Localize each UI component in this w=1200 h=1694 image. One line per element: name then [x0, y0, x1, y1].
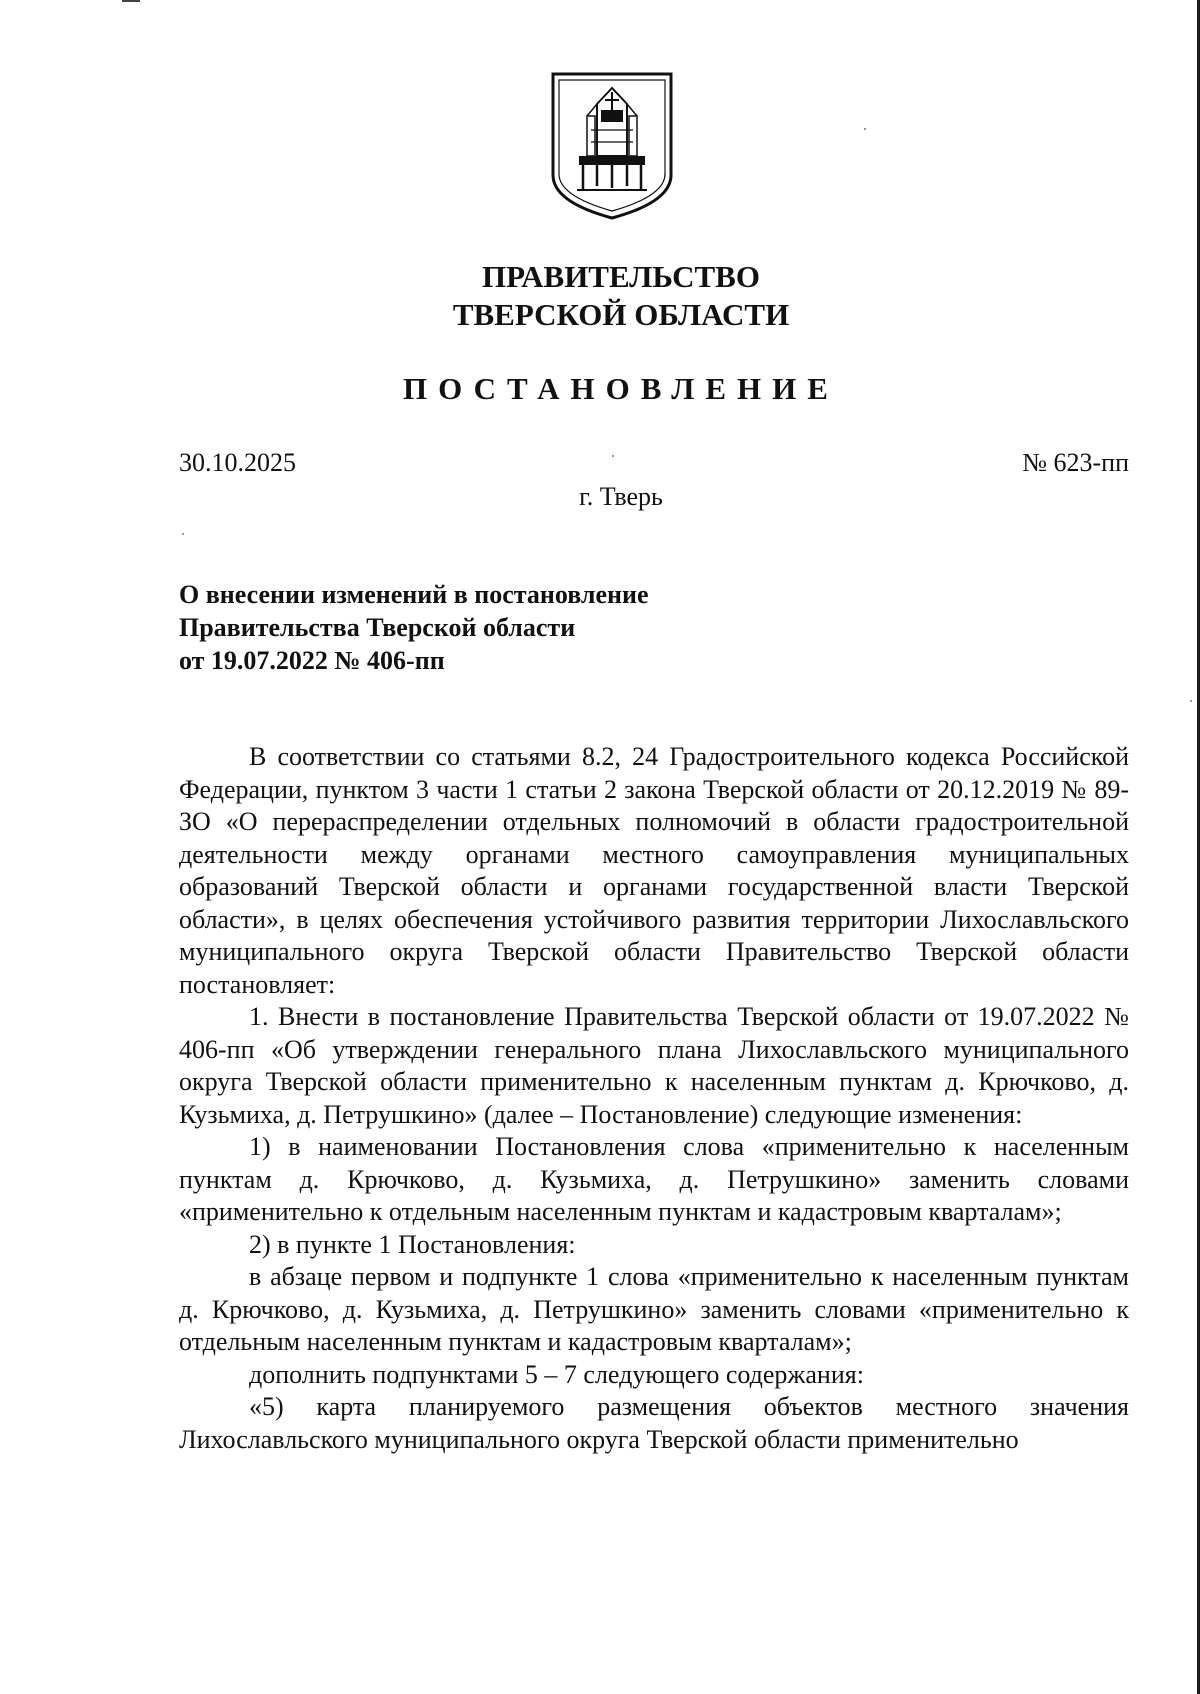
document-body [179, 741, 1129, 1456]
scan-speck [864, 128, 866, 130]
document-number: № 623-пп [1022, 448, 1129, 477]
scan-speck [182, 533, 184, 535]
body-paragraph: 1) в наименовании Постановления слова «применительно к населенным пунктам д. Крючково, д. Кузьмиха, д. Петрушкино» заменить словами «применительно к отдельным населенным пунктам и кадастровым кварталам»; [179, 1132, 1129, 1226]
body-paragraph: «5) карта планируемого размещения объектов местного значения Лихославльского муниципального округа Тверской области применительно [179, 1392, 1129, 1454]
body-paragraph: дополнить подпунктами 5 – 7 следующего содержания: [249, 1359, 864, 1389]
document-date: 30.10.2025 [179, 448, 296, 477]
scan-speck [1190, 700, 1192, 702]
subject-line: О внесении изменений в постановление [179, 580, 649, 609]
document-city: г. Тверь [579, 482, 663, 511]
body-paragraph: 1. Внести в постановление Правительства Тверской области от 19.07.2022 № 406-пп «Об утверждении генерального плана Лихославльского муниципального округа Тверской области применительно к населенным пунктам д. Крючково, д. Кузьмиха, д. Петрушкино» (далее – Постановление) следующие изменения: [179, 1002, 1129, 1129]
government-name-line2: ТВЕРСКОЙ ОБЛАСТИ [452, 297, 790, 332]
document-subject [179, 578, 649, 677]
coat-of-arms-icon [549, 70, 675, 222]
body-paragraph: в абзаце первом и подпункте 1 слова «применительно к населенным пунктам д. Крючково, д. Кузьмиха, д. Петрушкино» заменить словами «применительно к отдельным населенным пунктам и кадастровым кварталам»; [179, 1262, 1129, 1356]
body-paragraph: В соответствии со статьями 8.2, 24 Градостроительного кодекса Российской Федерации, пунктом 3 части 1 статьи 2 закона Тверской области от 20.12.2019 № 89-ЗО «О перераспределении отдельных полномочий в области градостроительной деятельности между органами местного самоуправления муниципальных образований Тверской области и органами государственной власти Тверской области», в целях обеспечения устойчивого развития территории Лихославльского муниципального округа Тверской области Правительство Тверской области постановляет: [179, 742, 1129, 999]
government-name-line1: ПРАВИТЕЛЬСТВО [482, 259, 760, 294]
scan-speck [612, 455, 614, 457]
scan-artifact [122, 0, 140, 2]
document-type: ПОСТАНОВЛЕНИЕ [403, 371, 839, 406]
subject-line: Правительства Тверской области [179, 613, 576, 642]
body-paragraph: 2) в пункте 1 Постановления: [249, 1229, 576, 1259]
subject-line: от 19.07.2022 № 406-пп [179, 646, 445, 675]
